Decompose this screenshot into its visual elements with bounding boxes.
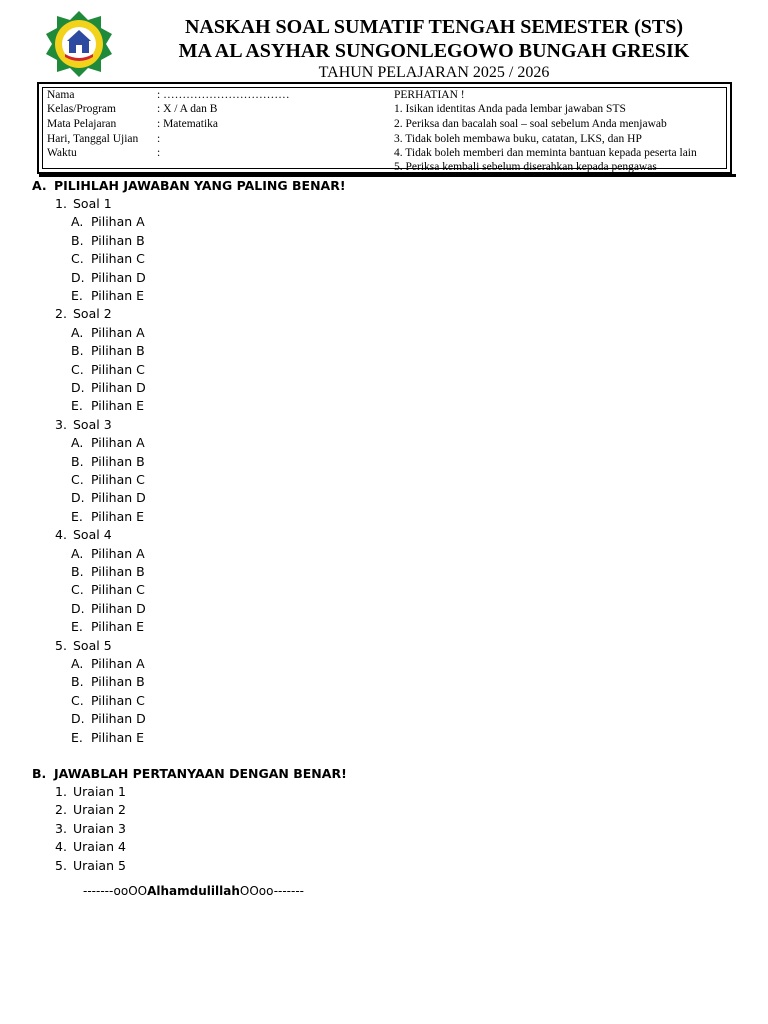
- answer-option: [71, 214, 145, 230]
- question-text: Soal 1: [73, 196, 112, 211]
- closing-word: Alhamdulillah: [147, 884, 240, 898]
- field-value-kelas: : X / A dan B: [157, 103, 218, 115]
- notice-item: 1. Isikan identitas Anda pada lembar jawaban STS: [394, 103, 626, 115]
- answer-option: [71, 343, 145, 359]
- question-number: 4.: [55, 839, 67, 855]
- essay-question-5: [55, 858, 126, 874]
- option-letter: C.: [71, 472, 84, 487]
- closing-line: [83, 884, 304, 898]
- question-number: 3.: [55, 820, 67, 836]
- answer-option: [71, 251, 145, 267]
- school-name: MA AL ASYHAR SUNGONLEGOWO BUNGAH GRESIK: [178, 40, 690, 62]
- answer-option: [71, 546, 145, 562]
- option-letter: E.: [71, 508, 83, 524]
- option-text: Pilihan E: [91, 508, 145, 524]
- essay-question-3: [55, 821, 126, 837]
- option-text: Pilihan A: [91, 435, 145, 451]
- answer-option: [71, 233, 145, 249]
- answer-option: [71, 398, 144, 414]
- answer-option: [71, 509, 144, 525]
- field-value-mapel: : Matematika: [157, 118, 218, 130]
- question-text: Uraian 3: [73, 820, 126, 836]
- essay-question-2: [55, 802, 126, 818]
- section-a-title: PILIHLAH JAWABAN YANG PALING BENAR!: [54, 178, 346, 193]
- answer-option: [71, 325, 145, 341]
- option-text: Pilihan E: [91, 398, 145, 414]
- field-value-nama: : ……………………………: [157, 89, 290, 101]
- essay-question-4: [55, 839, 126, 855]
- answer-option: [71, 693, 145, 709]
- option-text: Pilihan A: [91, 214, 145, 230]
- option-letter: D.: [71, 269, 85, 285]
- answer-option: [71, 490, 146, 506]
- option-text: Pilihan C: [91, 251, 145, 267]
- field-value-waktu: :: [157, 147, 161, 159]
- option-text: Pilihan D: [91, 380, 146, 395]
- field-label-hari: Hari, Tanggal Ujian: [47, 133, 139, 145]
- option-text: Pilihan C: [91, 582, 145, 598]
- option-letter: A.: [71, 214, 84, 230]
- identity-box-shadow: [39, 174, 736, 177]
- option-text: Pilihan C: [91, 472, 145, 487]
- option-letter: E.: [71, 288, 83, 303]
- question-number: 5.: [55, 857, 67, 873]
- answer-option: [71, 619, 144, 635]
- answer-option: [71, 656, 145, 672]
- option-letter: E.: [71, 619, 83, 635]
- option-letter: D.: [71, 711, 85, 727]
- question-number: 5.: [55, 637, 67, 653]
- option-letter: B.: [71, 343, 84, 359]
- question-text: Uraian 1: [73, 784, 126, 799]
- option-text: Pilihan B: [91, 232, 145, 248]
- option-letter: A.: [71, 545, 84, 561]
- option-text: Pilihan B: [91, 453, 145, 469]
- answer-option: [71, 674, 145, 690]
- field-label-mapel: Mata Pelajaran: [47, 118, 117, 130]
- question-text: Soal 2: [73, 306, 112, 322]
- notice-item: 3. Tidak boleh membawa buku, catatan, LKS, dan HP: [394, 133, 642, 145]
- option-text: Pilihan E: [91, 288, 145, 303]
- answer-option: [71, 270, 146, 286]
- question-text: Uraian 4: [73, 839, 126, 855]
- option-letter: B.: [71, 674, 84, 690]
- field-label-nama: Nama: [47, 89, 75, 101]
- option-text: Pilihan A: [91, 656, 145, 671]
- question-3: [55, 417, 112, 433]
- question-number: 1.: [55, 196, 67, 211]
- answer-option: [71, 601, 146, 617]
- option-text: Pilihan D: [91, 490, 146, 506]
- option-letter: A.: [71, 656, 84, 671]
- option-text: Pilihan A: [91, 545, 145, 561]
- option-text: Pilihan D: [91, 711, 146, 727]
- answer-option: [71, 362, 145, 378]
- option-text: Pilihan D: [91, 269, 146, 285]
- option-letter: B.: [71, 453, 84, 469]
- option-letter: C.: [71, 251, 84, 267]
- answer-option: [71, 380, 146, 396]
- option-text: Pilihan E: [91, 729, 145, 745]
- question-2: [55, 306, 112, 322]
- question-text: Soal 4: [73, 527, 112, 543]
- option-letter: D.: [71, 380, 85, 395]
- option-text: Pilihan C: [91, 692, 145, 708]
- exam-title: NASKAH SOAL SUMATIF TENGAH SEMESTER (STS): [184, 16, 684, 38]
- notice-item: 2. Periksa dan bacalah soal – soal sebelum Anda menjawab: [394, 118, 667, 130]
- question-number: 1.: [55, 784, 67, 799]
- notice-item: 5. Periksa kembali sebelum diserahkan kepada pengawas: [394, 161, 657, 173]
- section-a-heading: [32, 178, 346, 193]
- option-text: Pilihan B: [91, 564, 145, 579]
- field-value-hari: :: [157, 133, 161, 145]
- question-text: Uraian 5: [73, 857, 126, 873]
- identity-box: [37, 82, 732, 174]
- question-1: [55, 196, 112, 212]
- option-letter: B.: [71, 564, 84, 579]
- option-letter: B.: [71, 232, 84, 248]
- answer-option: [71, 711, 146, 727]
- option-letter: D.: [71, 600, 85, 616]
- notice-item: 4. Tidak boleh memberi dan meminta bantuan kepada peserta lain: [394, 147, 697, 159]
- option-letter: A.: [71, 435, 84, 451]
- option-letter: C.: [71, 582, 84, 598]
- closing-prefix: -------ooOO: [83, 884, 148, 898]
- document-header: [0, 0, 768, 84]
- section-b-heading: [32, 766, 347, 781]
- question-5: [55, 638, 112, 654]
- question-number: 3.: [55, 416, 67, 432]
- answer-option: [71, 730, 144, 746]
- answer-option: [71, 564, 145, 580]
- option-text: Pilihan E: [91, 619, 145, 635]
- answer-option: [71, 454, 145, 470]
- option-letter: D.: [71, 490, 85, 506]
- section-a-letter: A.: [32, 178, 47, 193]
- option-letter: E.: [71, 729, 83, 745]
- option-letter: A.: [71, 324, 84, 340]
- essay-question-1: [55, 784, 126, 800]
- question-text: Soal 5: [73, 637, 112, 653]
- option-letter: C.: [71, 361, 84, 377]
- option-text: Pilihan D: [91, 600, 146, 616]
- option-text: Pilihan A: [91, 324, 145, 340]
- notice-title: PERHATIAN !: [394, 89, 465, 101]
- academic-year: TAHUN PELAJARAN 2025 / 2026: [318, 64, 550, 81]
- section-b-title: JAWABLAH PERTANYAAN DENGAN BENAR!: [54, 766, 347, 781]
- field-label-kelas: Kelas/Program: [47, 103, 116, 115]
- question-number: 2.: [55, 306, 67, 322]
- answer-option: [71, 288, 144, 304]
- option-text: Pilihan C: [91, 361, 145, 377]
- section-b-letter: B.: [32, 766, 47, 781]
- option-text: Pilihan B: [91, 343, 145, 359]
- answer-option: [71, 472, 145, 488]
- question-number: 4.: [55, 527, 67, 543]
- option-letter: E.: [71, 398, 83, 414]
- answer-option: [71, 582, 145, 598]
- question-number: 2.: [55, 802, 67, 818]
- question-4: [55, 527, 112, 543]
- option-text: Pilihan B: [91, 674, 145, 690]
- question-text: Soal 3: [73, 416, 112, 432]
- answer-option: [71, 435, 145, 451]
- closing-suffix: OOoo-------: [239, 884, 304, 898]
- question-text: Uraian 2: [73, 802, 126, 818]
- option-letter: C.: [71, 692, 84, 708]
- field-label-waktu: Waktu: [47, 147, 77, 159]
- school-logo: [38, 10, 120, 78]
